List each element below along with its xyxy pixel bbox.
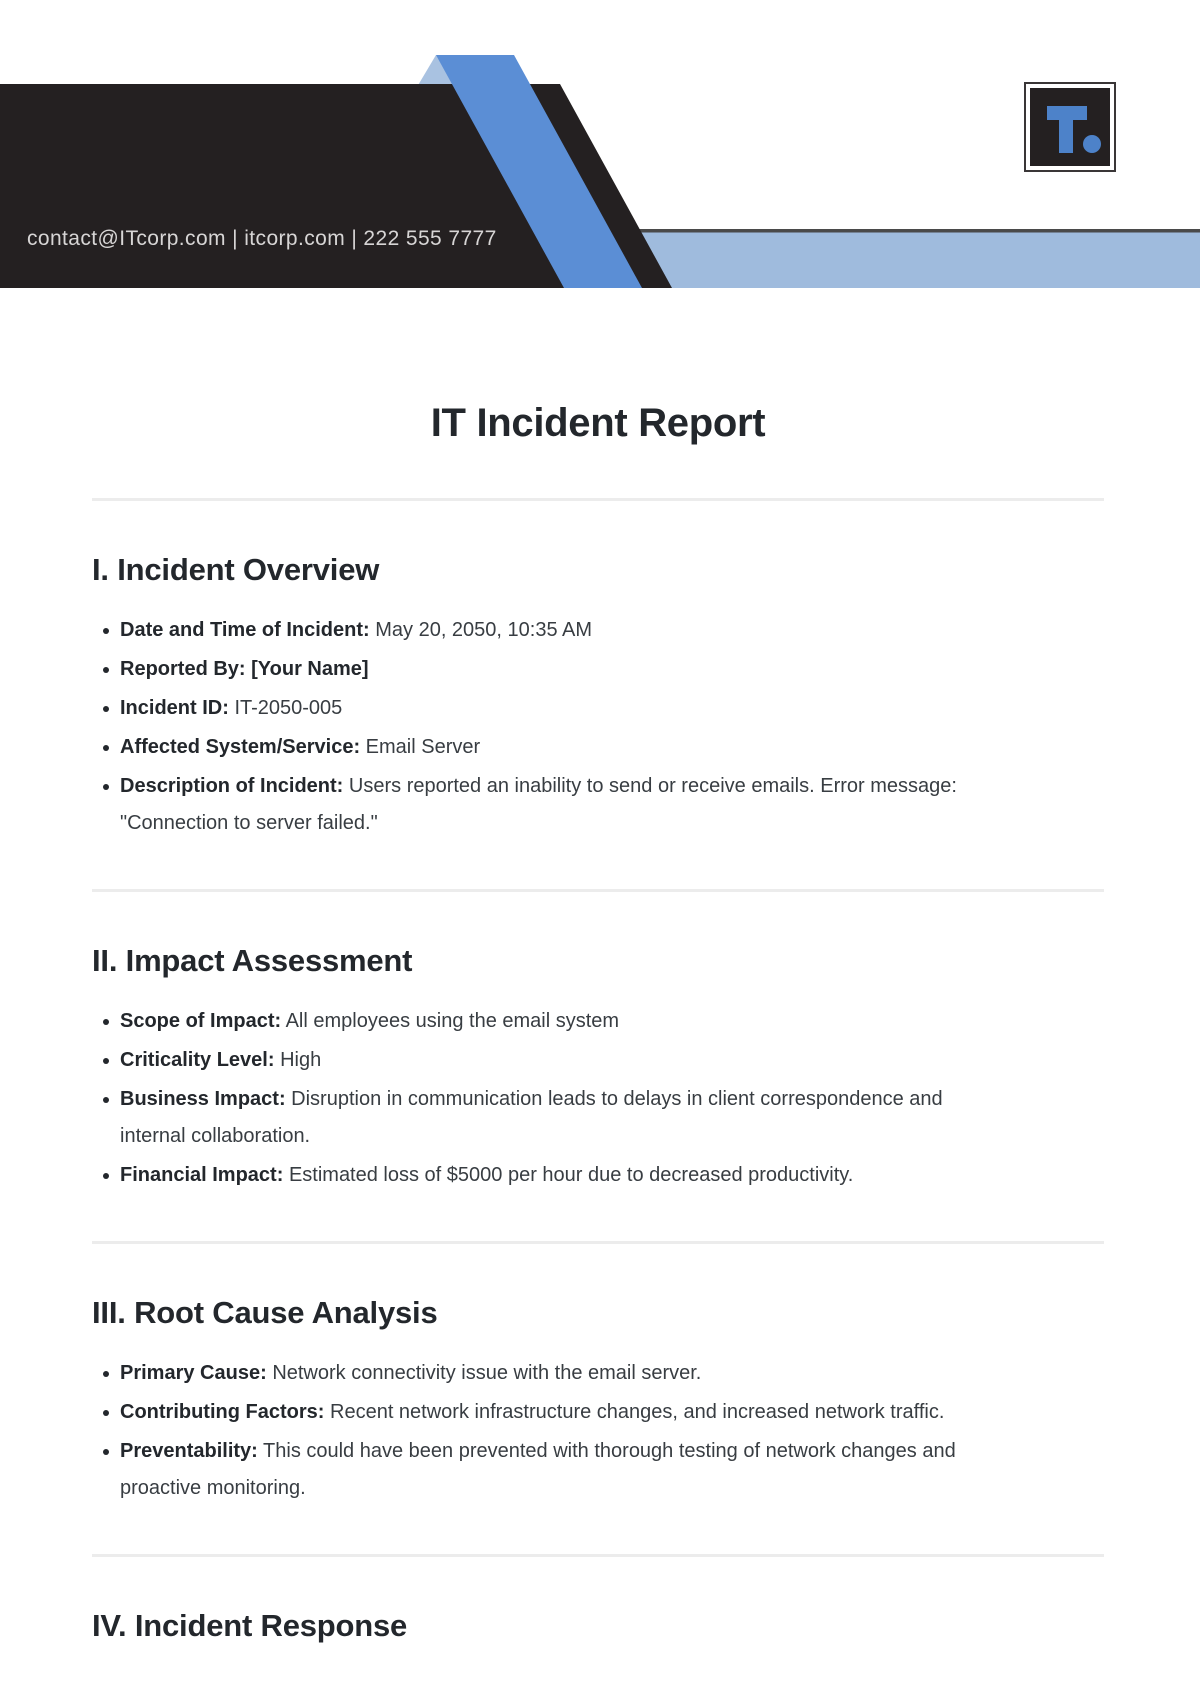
item-text: May 20, 2050, 10:35 AM — [375, 619, 593, 641]
root-cause-analysis-list — [92, 1355, 1104, 1507]
item-label: Criticality Level: — [120, 1049, 275, 1071]
section-divider — [92, 1554, 1104, 1557]
document-title: IT Incident Report — [430, 401, 766, 445]
item-text: IT-2050-005 — [234, 697, 343, 719]
list-item — [120, 651, 958, 688]
item-text: Recent network infrastructure changes, and increased network traffic. — [330, 1401, 945, 1423]
section-heading-root-cause-analysis: III. Root Cause Analysis — [92, 1295, 438, 1330]
item-text: Disruption in communication leads to delays in client correspondence and internal collaboration. — [120, 1088, 943, 1147]
document-content — [92, 399, 1104, 1646]
section-divider — [92, 498, 1104, 501]
item-text: All employees using the email system — [285, 1010, 620, 1032]
logo-t-icon — [1030, 88, 1110, 166]
contact-info: contact@ITcorp.com | itcorp.com | 222 555 7777 — [27, 227, 497, 250]
item-label: Scope of Impact: — [120, 1010, 282, 1032]
list-item — [120, 1433, 958, 1507]
item-text: This could have been prevented with thorough testing of network changes and proactive monitoring. — [120, 1440, 956, 1499]
list-item — [120, 1042, 958, 1079]
item-label: Description of Incident: — [120, 775, 344, 797]
impact-assessment-list — [92, 1003, 1104, 1194]
item-label: Incident ID: — [120, 697, 229, 719]
section-divider — [92, 1241, 1104, 1244]
item-label: Contributing Factors: — [120, 1401, 325, 1423]
list-item — [120, 1081, 958, 1155]
section-heading-incident-response: IV. Incident Response — [92, 1608, 408, 1643]
item-label: Preventability: — [120, 1440, 258, 1462]
list-item — [120, 612, 958, 649]
list-item — [120, 768, 958, 842]
item-label: Date and Time of Incident: — [120, 619, 370, 641]
list-item — [120, 729, 958, 766]
item-text: Email Server — [365, 736, 481, 758]
item-text: Network connectivity issue with the email server. — [272, 1362, 702, 1384]
company-logo — [1024, 82, 1116, 172]
item-label: Affected System/Service: — [120, 736, 361, 758]
incident-overview-list — [92, 612, 1104, 842]
list-item — [120, 690, 958, 727]
item-text: Estimated loss of $5000 per hour due to decreased productivity. — [288, 1164, 854, 1186]
section-heading-incident-overview: I. Incident Overview — [92, 552, 380, 587]
list-item — [120, 1003, 958, 1040]
list-item — [120, 1157, 958, 1194]
item-text: [Your Name] — [251, 658, 369, 680]
item-label: Business Impact: — [120, 1088, 286, 1110]
item-label: Primary Cause: — [120, 1362, 267, 1384]
section-divider — [92, 889, 1104, 892]
logo-background — [1030, 88, 1110, 166]
item-text: Users reported an inability to send or receive emails. Error message: "Connection to server failed." — [120, 775, 957, 834]
list-item — [120, 1394, 958, 1431]
item-label: Reported By: — [120, 658, 246, 680]
item-label: Financial Impact: — [120, 1164, 284, 1186]
section-heading-impact-assessment: II. Impact Assessment — [92, 943, 413, 978]
item-text: High — [280, 1049, 322, 1071]
list-item — [120, 1355, 958, 1392]
page-header — [0, 0, 1200, 288]
